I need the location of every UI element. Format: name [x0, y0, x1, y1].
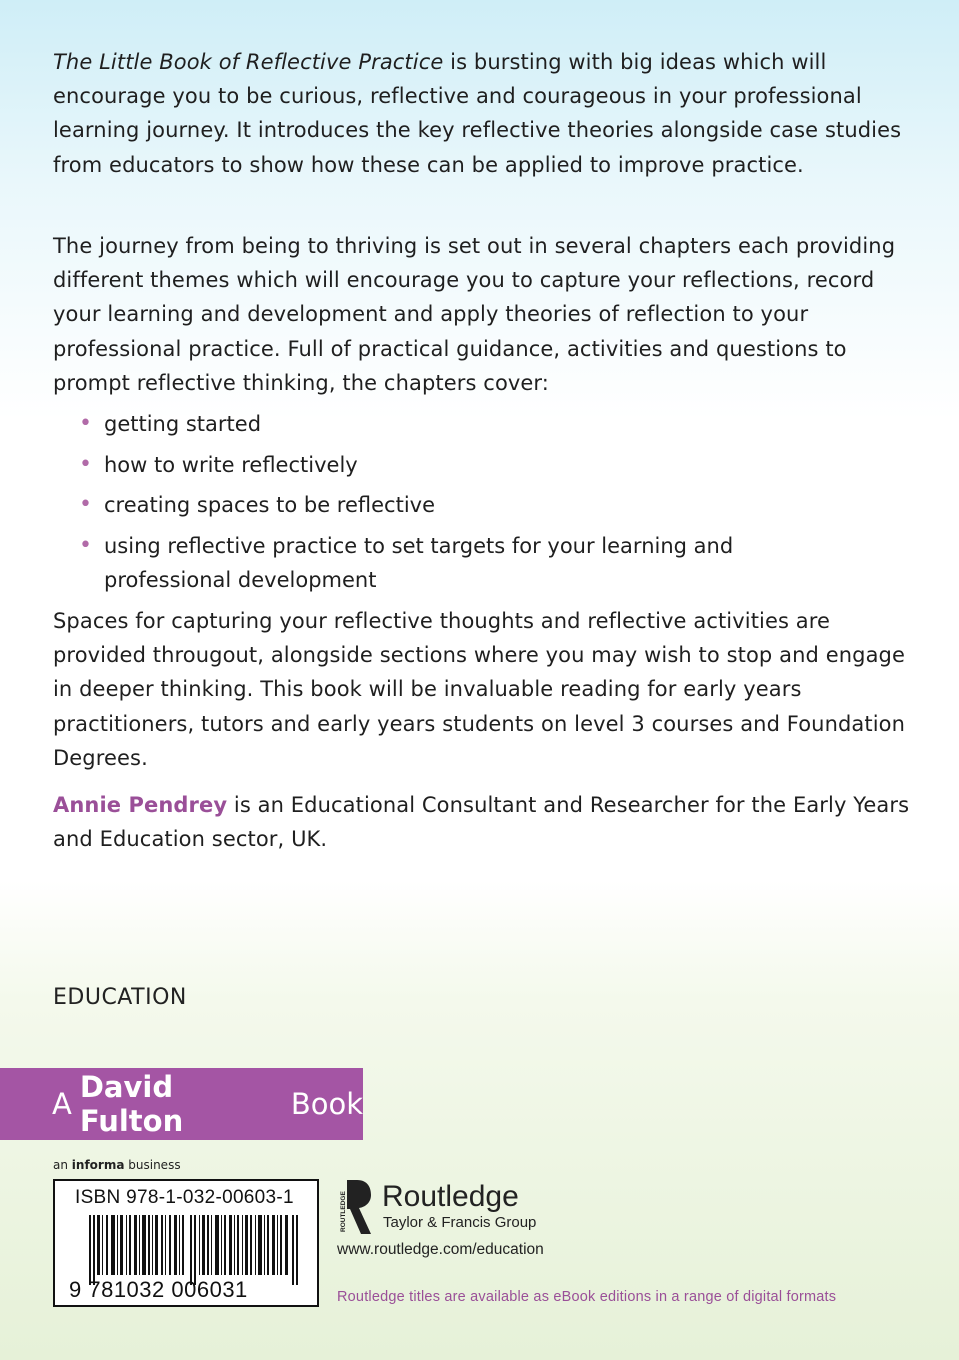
isbn-label: ISBN 978-1-032-00603-1: [75, 1187, 294, 1208]
spaces-paragraph: Spaces for capturing your reflective thoughts and reflective activities are provided througout, alongside sections where you may wish to stop and engage in deeper thinking. This book will be invaluable reading for early years practitioners, tutors and early years students on level 3 courses and Foundation Degrees.: [53, 609, 905, 770]
publisher-url: www.routledge.com/education: [337, 1241, 544, 1258]
intro-text: is bursting with big ideas which will encourage you to be curious, reflective and courageous in your professional learning journey. It introduces the key reflective theories alongside case studies from educators to show how these can be applied to improve practice.: [53, 50, 902, 177]
list-item: • how to write reflectively: [53, 448, 853, 482]
imprint-suffix: Book: [290, 1087, 363, 1121]
list-item: • using reflective practice to set targets for your learning and professional development: [53, 529, 774, 597]
intro-paragraph: [53, 45, 913, 182]
author-name: Annie Pendrey: [53, 793, 228, 817]
category-label: EDUCATION: [53, 985, 187, 1010]
chapter-list: [53, 407, 853, 604]
ebook-note: Routledge titles are available as eBook editions in a range of digital formats: [337, 1289, 837, 1305]
logo-vertical-text: ROUTLEDGE: [340, 1191, 347, 1232]
publisher-group: Taylor & Francis Group: [383, 1214, 537, 1231]
list-item: • creating spaces to be reflective: [53, 488, 853, 522]
publisher-name: Routledge: [382, 1180, 519, 1213]
bullet-icon: •: [79, 451, 92, 477]
barcode-icon: [89, 1215, 299, 1285]
author-paragraph: [53, 788, 913, 856]
imprint-name: David Fulton: [79, 1070, 184, 1138]
bullet-icon: •: [79, 492, 92, 518]
imprint-prefix: A: [52, 1087, 72, 1121]
barcode-box: [53, 1179, 319, 1307]
imprint-band: [0, 1068, 363, 1140]
routledge-logo-icon: [337, 1180, 371, 1234]
chapters-intro-paragraph: The journey from being to thriving is set out in several chapters each providing different themes which will encourage you to capture your reflections, record your learning and development and apply theories of reflection to your professional practice. Full of practical guidance, activities and questions to prompt reflective thinking, the chapters cover:: [53, 234, 896, 395]
barcode-digits: 9 781032 006031: [69, 1277, 248, 1302]
book-title: The Little Book of Reflective Practice: [53, 50, 444, 74]
bullet-icon: •: [79, 533, 92, 559]
bullet-icon: •: [79, 411, 92, 436]
list-item: • getting started: [53, 407, 853, 441]
informa-tagline: an informa business: [53, 1158, 181, 1172]
author-bio: is an Educational Consultant and Researcher for the Early Years and Education sector, UK.: [53, 793, 910, 852]
